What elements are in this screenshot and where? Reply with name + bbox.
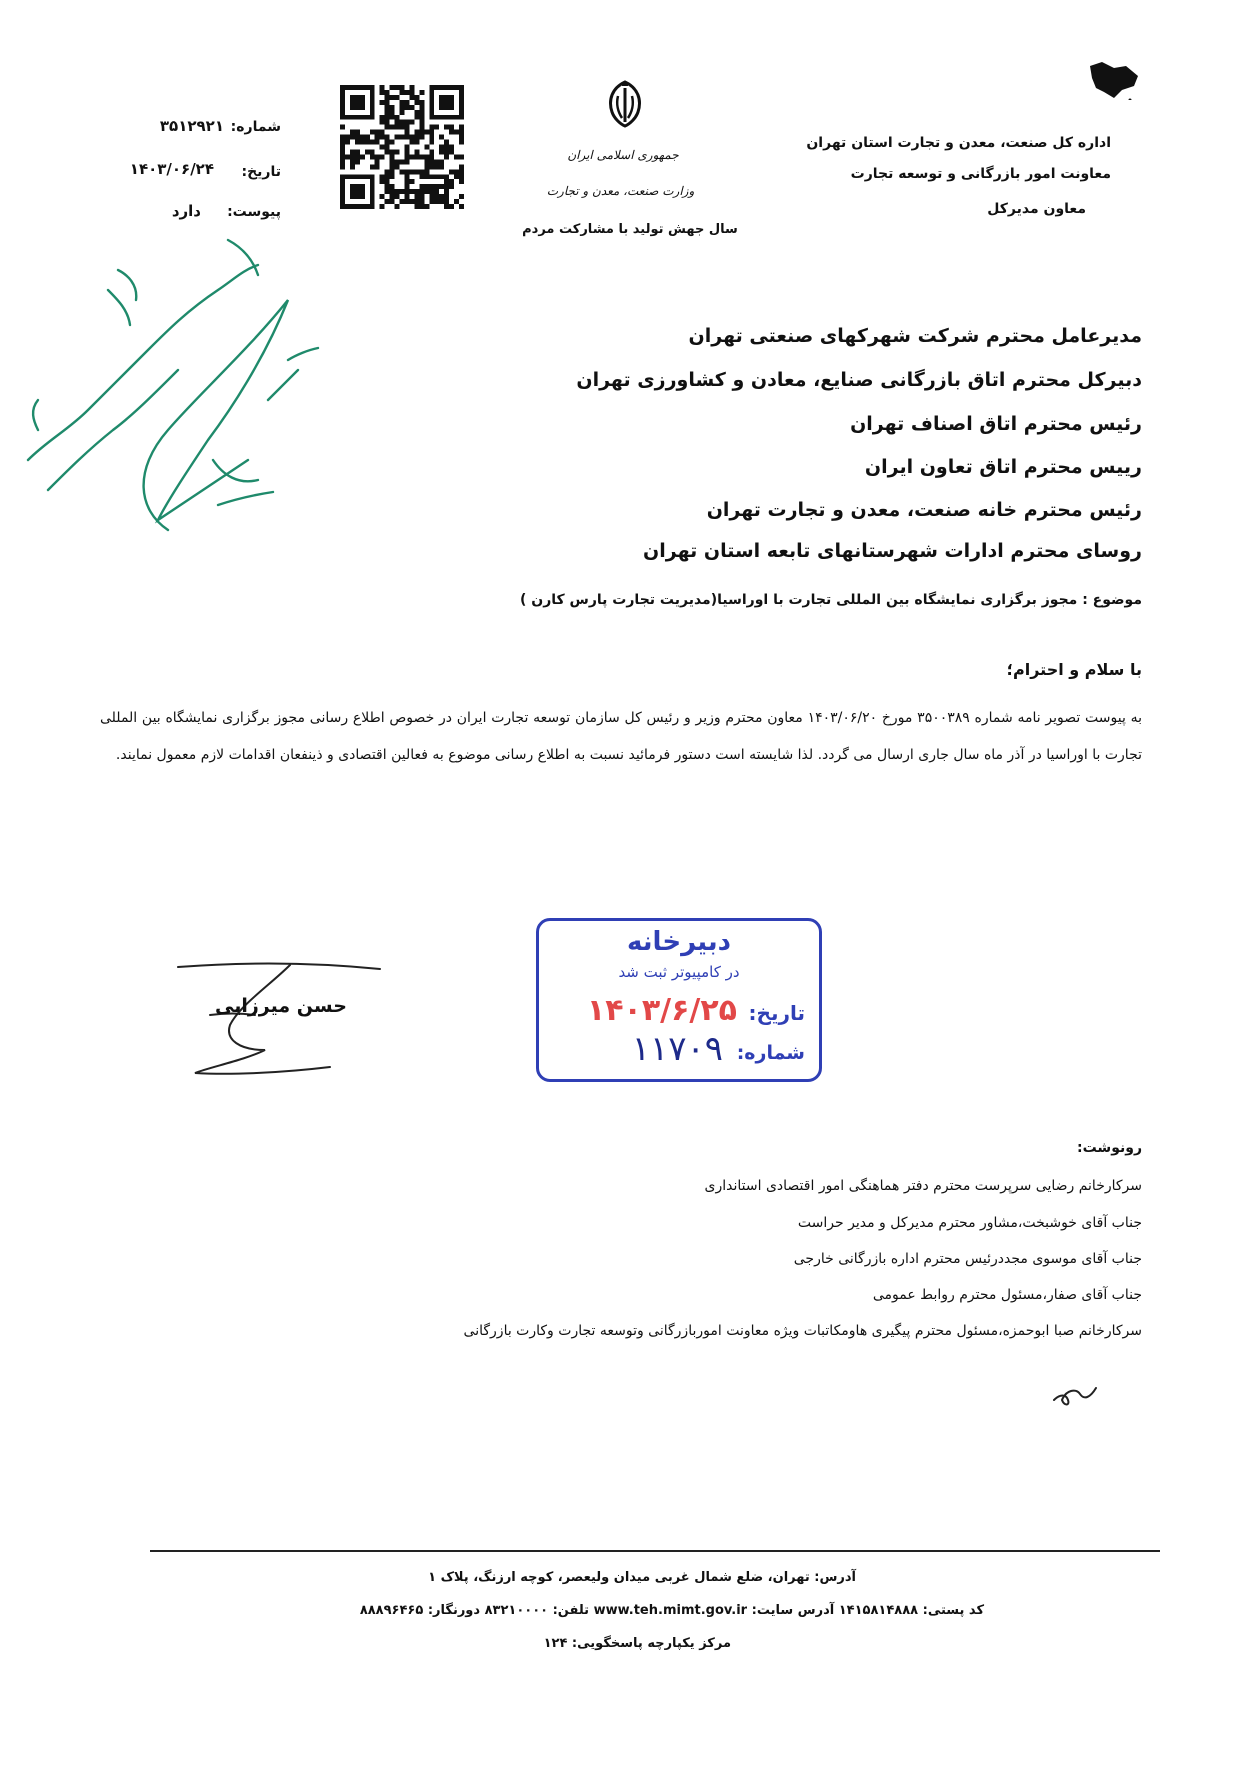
stamp-title: دبیرخانه — [627, 927, 731, 957]
cc-item: سرکارخانم صبا ابوحمزه،مسئول محترم پیگیری هاومکاتبات ویژه معاونت اموربازرگانی وتوسعه تجارت وکارت بازرگانی — [463, 1323, 1142, 1339]
recipient-1: مدیرعامل محترم شرکت شهرکهای صنعتی تهران — [688, 325, 1142, 347]
stamp-number-value: ۱۱۷۰۹ — [631, 1029, 723, 1069]
cc-item: جناب آقای صفار،مسئول محترم روابط عمومی — [872, 1287, 1142, 1303]
country-name: جمهوری اسلامی ایران — [567, 148, 679, 162]
org-department: معاونت امور بازرگانی و توسعه تجارت — [850, 166, 1111, 182]
signature-icon — [170, 955, 400, 1085]
year-motto: سال جهش تولید با مشارکت مردم — [522, 222, 738, 237]
stamp-number-label: شماره: — [736, 1042, 805, 1064]
footer-divider — [150, 1550, 1160, 1552]
footer-contact: کد پستی: ۱۴۱۵۸۱۴۸۸۸ آدرس سایت: www.teh.mimt.gov.ir تلفن: ۸۳۲۱۰۰۰۰ دورنگار: ۸۸۸۹۶۴۶۵ — [359, 1603, 984, 1618]
letter-number: ۳۵۱۲۹۲۱ — [159, 117, 224, 135]
recipient-6: روسای محترم ادارات شهرستانهای تابعه استان تهران — [643, 540, 1142, 562]
date-label: تاریخ: — [241, 164, 281, 180]
handwritten-note-icon — [18, 230, 348, 560]
recipient-4: رییس محترم اتاق تعاون ایران — [864, 456, 1142, 478]
initials-icon — [1050, 1380, 1100, 1410]
stamp-subtitle: در کامپیوتر ثبت شد — [618, 963, 740, 981]
stamp-date-value: ۱۴۰۳/۶/۲۵ — [586, 993, 737, 1028]
recipient-5: رئیس محترم خانه صنعت، معدن و تجارت تهران — [706, 499, 1142, 521]
number-label: شماره: — [230, 119, 281, 135]
attachment-label: پیوست: — [227, 204, 281, 220]
footer-callcenter: مرکز یکپارچه پاسخگویی: ۱۲۴ — [543, 1636, 731, 1651]
subject-line: موضوع : مجوز برگزاری نمایشگاه بین المللی تجارت با اوراسیا(مدیریت تجارت پارس کارن ) — [519, 592, 1142, 608]
cc-item: جناب آقای خوشبخت،مشاور محترم مدیرکل و مدیر حراست — [797, 1215, 1142, 1231]
letter-date: ۱۴۰۳/۰۶/۲۴ — [129, 160, 214, 178]
org-position: معاون مدیرکل — [987, 201, 1086, 217]
cc-item: جناب آقای موسوی مجددرئیس محترم اداره بازرگانی خارجی — [793, 1251, 1142, 1267]
org-name: اداره کل صنعت، معدن و تجارت استان تهران — [806, 135, 1111, 151]
recipient-2: دبیرکل محترم اتاق بازرگانی صنایع، معادن و کشاورزی تهران — [576, 369, 1142, 391]
footer-address: آدرس: تهران، ضلع شمال غربی میدان ولیعصر، کوچه ارزنگ، پلاک ۱ — [428, 1570, 856, 1585]
ministry-name: وزارت صنعت، معدن و تجارت — [546, 184, 695, 198]
iran-emblem-icon — [600, 78, 650, 130]
secretariat-stamp — [536, 918, 822, 1082]
cc-title: رونوشت: — [1077, 1140, 1142, 1156]
attachment-value: دارد — [171, 202, 201, 220]
cc-item: سرکارخانم رضایی سرپرست محترم دفتر هماهنگی امور اقتصادی استانداری — [704, 1178, 1142, 1194]
signer-name: حسن میرزایی — [215, 995, 347, 1017]
stamp-date-label: تاریخ: — [748, 1001, 805, 1025]
qr-code — [340, 85, 464, 209]
recipient-3: رئیس محترم اتاق اصناف تهران — [850, 413, 1142, 435]
letter-body: به پیوست تصویر نامه شماره ۳۵۰۰۳۸۹ مورخ ۱۴۰۳/۰۶/۲۰ معاون محترم وزیر و رئیس کل سازمان توسعه تجارت ایران در خصوص اطلاع رسانی مجوز برگزاری نمایشگاه بین المللی تجارت با اوراسیا در آذر ماه سال جاری ارسال می گردد. لذا شایسته است دستور فرمائید نسبت به اطلاع رسانی موضوع به فعالین اقتصادی و ذینفعان اقدامات لازم معمول نمایند. — [100, 710, 1142, 763]
greeting: با سلام و احترام؛ — [1006, 660, 1142, 679]
iran-map-icon — [1084, 60, 1144, 100]
